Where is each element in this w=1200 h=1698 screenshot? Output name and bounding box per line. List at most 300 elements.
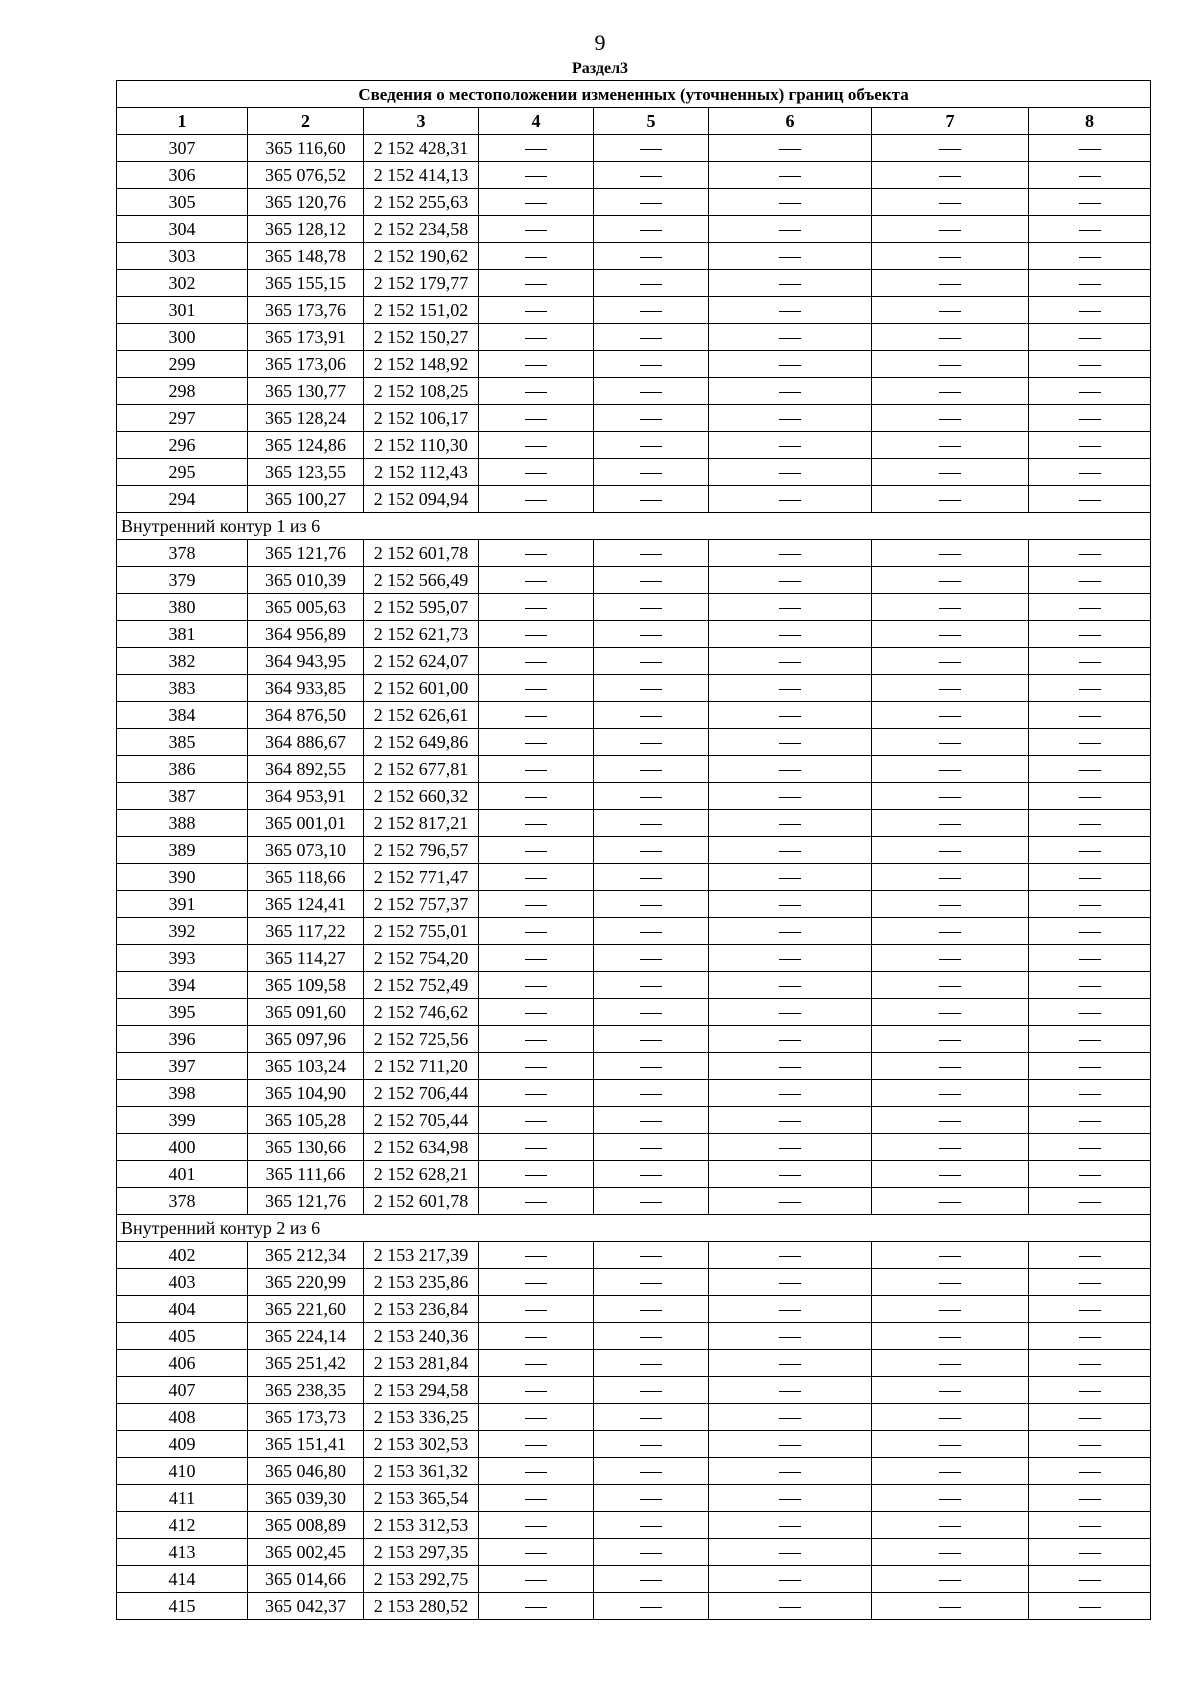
point-number-cell: 397 [117,1053,248,1080]
empty-cell-col-7 [872,702,1029,729]
y-coordinate-cell: 2 152 660,32 [364,783,479,810]
empty-cell-col-7 [872,1269,1029,1296]
empty-cell-col-4 [479,162,594,189]
dash-mark [525,1418,547,1419]
empty-cell-col-5 [594,135,709,162]
dash-mark [779,959,801,960]
dash-mark [1079,1418,1101,1419]
dash-mark [640,743,662,744]
empty-cell-col-4 [479,1350,594,1377]
x-coordinate-cell: 365 118,66 [248,864,364,891]
empty-cell-col-4 [479,243,594,270]
empty-cell-col-8 [1029,675,1151,702]
point-number-cell: 387 [117,783,248,810]
empty-cell-col-7 [872,621,1029,648]
empty-cell-col-4 [479,1566,594,1593]
empty-cell-col-4 [479,702,594,729]
x-coordinate-cell: 365 121,76 [248,540,364,567]
dash-mark [640,851,662,852]
empty-cell-col-8 [1029,432,1151,459]
dash-mark [525,230,547,231]
column-header-1: 1 [117,108,248,135]
empty-cell-col-4 [479,540,594,567]
empty-cell-col-6 [709,189,872,216]
x-coordinate-cell: 365 220,99 [248,1269,364,1296]
empty-cell-col-4 [479,135,594,162]
empty-cell-col-8 [1029,1080,1151,1107]
y-coordinate-cell: 2 152 796,57 [364,837,479,864]
empty-cell-col-7 [872,810,1029,837]
empty-cell-col-7 [872,1404,1029,1431]
x-coordinate-cell: 365 103,24 [248,1053,364,1080]
empty-cell-col-6 [709,1134,872,1161]
x-coordinate-cell: 365 151,41 [248,1431,364,1458]
column-header-row [117,108,1151,135]
y-coordinate-cell: 2 152 255,63 [364,189,479,216]
dash-mark [525,1580,547,1581]
y-coordinate-cell: 2 152 754,20 [364,945,479,972]
point-number-cell: 294 [117,486,248,513]
dash-mark [1079,689,1101,690]
dash-mark [640,1526,662,1527]
empty-cell-col-4 [479,810,594,837]
empty-cell-col-4 [479,1539,594,1566]
table-row [117,945,1151,972]
empty-cell-col-8 [1029,1188,1151,1215]
empty-cell-col-8 [1029,891,1151,918]
dash-mark [939,824,961,825]
empty-cell-col-5 [594,405,709,432]
table-row [117,1107,1151,1134]
dash-mark [939,581,961,582]
dash-mark [939,176,961,177]
empty-cell-col-8 [1029,1566,1151,1593]
empty-cell-col-4 [479,432,594,459]
x-coordinate-cell: 364 933,85 [248,675,364,702]
empty-cell-col-5 [594,1242,709,1269]
empty-cell-col-5 [594,756,709,783]
dash-mark [525,1499,547,1500]
table-row [117,243,1151,270]
empty-cell-col-6 [709,1188,872,1215]
point-number-cell: 385 [117,729,248,756]
empty-cell-col-6 [709,1269,872,1296]
dash-mark [640,932,662,933]
empty-cell-col-6 [709,999,872,1026]
point-number-cell: 407 [117,1377,248,1404]
empty-cell-col-8 [1029,810,1151,837]
table-row [117,702,1151,729]
point-number-cell: 410 [117,1458,248,1485]
dash-mark [939,500,961,501]
dash-mark [779,1337,801,1338]
dash-mark [1079,1607,1101,1608]
empty-cell-col-5 [594,297,709,324]
point-number-cell: 392 [117,918,248,945]
empty-cell-col-5 [594,378,709,405]
empty-cell-col-7 [872,1080,1029,1107]
dash-mark [939,1472,961,1473]
empty-cell-col-7 [872,243,1029,270]
empty-cell-col-8 [1029,1134,1151,1161]
dash-mark [939,230,961,231]
dash-mark [640,608,662,609]
empty-cell-col-8 [1029,378,1151,405]
dash-mark [640,689,662,690]
x-coordinate-cell: 365 224,14 [248,1323,364,1350]
point-number-cell: 297 [117,405,248,432]
dash-mark [525,959,547,960]
empty-cell-col-6 [709,216,872,243]
point-number-cell: 411 [117,1485,248,1512]
empty-cell-col-4 [479,1377,594,1404]
dash-mark [640,1607,662,1608]
x-coordinate-cell: 365 109,58 [248,972,364,999]
x-coordinate-cell: 365 221,60 [248,1296,364,1323]
y-coordinate-cell: 2 153 217,39 [364,1242,479,1269]
empty-cell-col-6 [709,270,872,297]
dash-mark [525,1148,547,1149]
x-coordinate-cell: 365 155,15 [248,270,364,297]
empty-cell-col-4 [479,972,594,999]
point-number-cell: 304 [117,216,248,243]
empty-cell-col-5 [594,216,709,243]
dash-mark [939,743,961,744]
dash-mark [779,149,801,150]
table-row [117,1161,1151,1188]
dash-mark [640,1418,662,1419]
empty-cell-col-8 [1029,648,1151,675]
empty-cell-col-8 [1029,270,1151,297]
point-number-cell: 379 [117,567,248,594]
page-number: 9 [594,30,606,55]
empty-cell-col-5 [594,189,709,216]
dash-mark [779,230,801,231]
dash-mark [779,1418,801,1419]
x-coordinate-cell: 365 001,01 [248,810,364,837]
empty-cell-col-4 [479,783,594,810]
dash-mark [640,1148,662,1149]
dash-mark [779,338,801,339]
point-number-cell: 412 [117,1512,248,1539]
dash-mark [640,1391,662,1392]
dash-mark [939,149,961,150]
table-row [117,594,1151,621]
dash-mark [1079,878,1101,879]
empty-cell-col-5 [594,864,709,891]
empty-cell-col-6 [709,1107,872,1134]
empty-cell-col-4 [479,1485,594,1512]
point-number-cell: 415 [117,1593,248,1620]
empty-cell-col-7 [872,135,1029,162]
y-coordinate-cell: 2 153 281,84 [364,1350,479,1377]
dash-mark [640,1337,662,1338]
empty-cell-col-7 [872,837,1029,864]
dash-mark [1079,581,1101,582]
dash-mark [779,1148,801,1149]
x-coordinate-cell: 365 128,24 [248,405,364,432]
empty-cell-col-5 [594,972,709,999]
table-caption: Сведения о местоположении измененных (уточненных) границ объекта [117,81,1151,108]
dash-mark [779,878,801,879]
point-number-cell: 307 [117,135,248,162]
empty-cell-col-7 [872,1026,1029,1053]
empty-cell-col-7 [872,270,1029,297]
y-coordinate-cell: 2 152 110,30 [364,432,479,459]
dash-mark [525,986,547,987]
dash-mark [525,392,547,393]
point-number-cell: 386 [117,756,248,783]
dash-mark [939,554,961,555]
empty-cell-col-4 [479,1512,594,1539]
dash-mark [939,419,961,420]
empty-cell-col-6 [709,1566,872,1593]
empty-cell-col-6 [709,405,872,432]
empty-cell-col-7 [872,945,1029,972]
dash-mark [1079,770,1101,771]
dash-mark [640,1202,662,1203]
empty-cell-col-5 [594,702,709,729]
dash-mark [525,635,547,636]
x-coordinate-cell: 365 105,28 [248,1107,364,1134]
dash-mark [779,1445,801,1446]
y-coordinate-cell: 2 152 626,61 [364,702,479,729]
dash-mark [939,1256,961,1257]
empty-cell-col-7 [872,1053,1029,1080]
empty-cell-col-6 [709,729,872,756]
x-coordinate-cell: 364 886,67 [248,729,364,756]
dash-mark [1079,554,1101,555]
dash-mark [640,1499,662,1500]
table-row [117,1404,1151,1431]
empty-cell-col-6 [709,243,872,270]
empty-cell-col-6 [709,972,872,999]
y-coordinate-cell: 2 152 428,31 [364,135,479,162]
y-coordinate-cell: 2 152 628,21 [364,1161,479,1188]
y-coordinate-cell: 2 153 240,36 [364,1323,479,1350]
empty-cell-col-4 [479,1431,594,1458]
dash-mark [779,851,801,852]
empty-cell-col-4 [479,1296,594,1323]
dash-mark [779,986,801,987]
y-coordinate-cell: 2 152 112,43 [364,459,479,486]
table-row [117,405,1151,432]
empty-cell-col-6 [709,864,872,891]
dash-mark [525,446,547,447]
dash-mark [939,1607,961,1608]
dash-mark [779,1013,801,1014]
point-number-cell: 301 [117,297,248,324]
dash-mark [779,473,801,474]
empty-cell-col-8 [1029,729,1151,756]
dash-mark [525,284,547,285]
dash-mark [525,203,547,204]
table-row [117,1458,1151,1485]
dash-mark [525,1067,547,1068]
dash-mark [640,1580,662,1581]
dash-mark [779,365,801,366]
dash-mark [1079,905,1101,906]
dash-mark [1079,959,1101,960]
empty-cell-col-6 [709,1593,872,1620]
empty-cell-col-4 [479,945,594,972]
empty-cell-col-4 [479,621,594,648]
dash-mark [939,1418,961,1419]
dash-mark [1079,1148,1101,1149]
table-row [117,1512,1151,1539]
table-row [117,972,1151,999]
table-row [117,1485,1151,1512]
x-coordinate-cell: 365 120,76 [248,189,364,216]
dash-mark [640,311,662,312]
point-number-cell: 402 [117,1242,248,1269]
dash-mark [640,149,662,150]
dash-mark [1079,419,1101,420]
dash-mark [525,1391,547,1392]
y-coordinate-cell: 2 152 634,98 [364,1134,479,1161]
empty-cell-col-5 [594,729,709,756]
y-coordinate-cell: 2 152 566,49 [364,567,479,594]
empty-cell-col-5 [594,810,709,837]
empty-cell-col-6 [709,1539,872,1566]
x-coordinate-cell: 365 116,60 [248,135,364,162]
y-coordinate-cell: 2 152 649,86 [364,729,479,756]
empty-cell-col-7 [872,1350,1029,1377]
dash-mark [525,1202,547,1203]
dash-mark [525,500,547,501]
empty-cell-col-7 [872,1431,1029,1458]
dash-mark [939,473,961,474]
dash-mark [640,338,662,339]
column-header-5: 5 [594,108,709,135]
dash-mark [525,365,547,366]
dash-mark [1079,716,1101,717]
empty-cell-col-8 [1029,1485,1151,1512]
empty-cell-col-4 [479,297,594,324]
dash-mark [939,878,961,879]
y-coordinate-cell: 2 152 621,73 [364,621,479,648]
dash-mark [1079,797,1101,798]
y-coordinate-cell: 2 153 235,86 [364,1269,479,1296]
dash-mark [939,257,961,258]
dash-mark [939,635,961,636]
empty-cell-col-5 [594,1485,709,1512]
y-coordinate-cell: 2 152 601,78 [364,1188,479,1215]
table-row [117,1593,1151,1620]
empty-cell-col-7 [872,918,1029,945]
dash-mark [779,203,801,204]
point-number-cell: 413 [117,1539,248,1566]
dash-mark [640,905,662,906]
table-row [117,729,1151,756]
empty-cell-col-5 [594,1458,709,1485]
empty-cell-col-7 [872,162,1029,189]
point-number-cell: 303 [117,243,248,270]
y-coordinate-cell: 2 152 706,44 [364,1080,479,1107]
dash-mark [939,446,961,447]
empty-cell-col-6 [709,621,872,648]
empty-cell-col-6 [709,297,872,324]
empty-cell-col-6 [709,486,872,513]
dash-mark [525,1445,547,1446]
dash-mark [640,392,662,393]
dash-mark [640,716,662,717]
empty-cell-col-4 [479,675,594,702]
dash-mark [525,851,547,852]
empty-cell-col-7 [872,1242,1029,1269]
empty-cell-col-6 [709,648,872,675]
point-number-cell: 299 [117,351,248,378]
dash-mark [939,1445,961,1446]
section-title: Раздел3 [571,60,629,77]
dash-mark [939,392,961,393]
dash-mark [640,1040,662,1041]
empty-cell-col-6 [709,1323,872,1350]
dash-mark [640,1364,662,1365]
table-row [117,1350,1151,1377]
empty-cell-col-5 [594,1053,709,1080]
empty-cell-col-8 [1029,702,1151,729]
empty-cell-col-4 [479,1161,594,1188]
dash-mark [1079,986,1101,987]
dash-mark [1079,1526,1101,1527]
dash-mark [640,878,662,879]
dash-mark [939,1310,961,1311]
dash-mark [1079,1337,1101,1338]
empty-cell-col-4 [479,1593,594,1620]
dash-mark [525,743,547,744]
dash-mark [640,1067,662,1068]
dash-mark [1079,311,1101,312]
dash-mark [939,1337,961,1338]
dash-mark [1079,1391,1101,1392]
empty-cell-col-5 [594,1539,709,1566]
dash-mark [1079,203,1101,204]
empty-cell-col-5 [594,594,709,621]
table-row [117,648,1151,675]
point-number-cell: 295 [117,459,248,486]
table-row [117,1539,1151,1566]
empty-cell-col-5 [594,540,709,567]
empty-cell-col-4 [479,594,594,621]
dash-mark [1079,743,1101,744]
dash-mark [525,149,547,150]
x-coordinate-cell: 364 943,95 [248,648,364,675]
dash-mark [779,1364,801,1365]
empty-cell-col-5 [594,1323,709,1350]
dash-mark [1079,608,1101,609]
dash-mark [779,1202,801,1203]
empty-cell-col-8 [1029,216,1151,243]
empty-cell-col-6 [709,1026,872,1053]
empty-cell-col-7 [872,891,1029,918]
empty-cell-col-8 [1029,864,1151,891]
contour-label: Внутренний контур 1 из 6 [117,513,1151,540]
y-coordinate-cell: 2 152 624,07 [364,648,479,675]
table-row [117,1080,1151,1107]
point-number-cell: 390 [117,864,248,891]
dash-mark [1079,1013,1101,1014]
table-row [117,1134,1151,1161]
dash-mark [779,554,801,555]
empty-cell-col-7 [872,1323,1029,1350]
empty-cell-col-7 [872,864,1029,891]
dash-mark [939,1040,961,1041]
empty-cell-col-6 [709,756,872,783]
x-coordinate-cell: 365 212,34 [248,1242,364,1269]
dash-mark [939,365,961,366]
dash-mark [640,1013,662,1014]
